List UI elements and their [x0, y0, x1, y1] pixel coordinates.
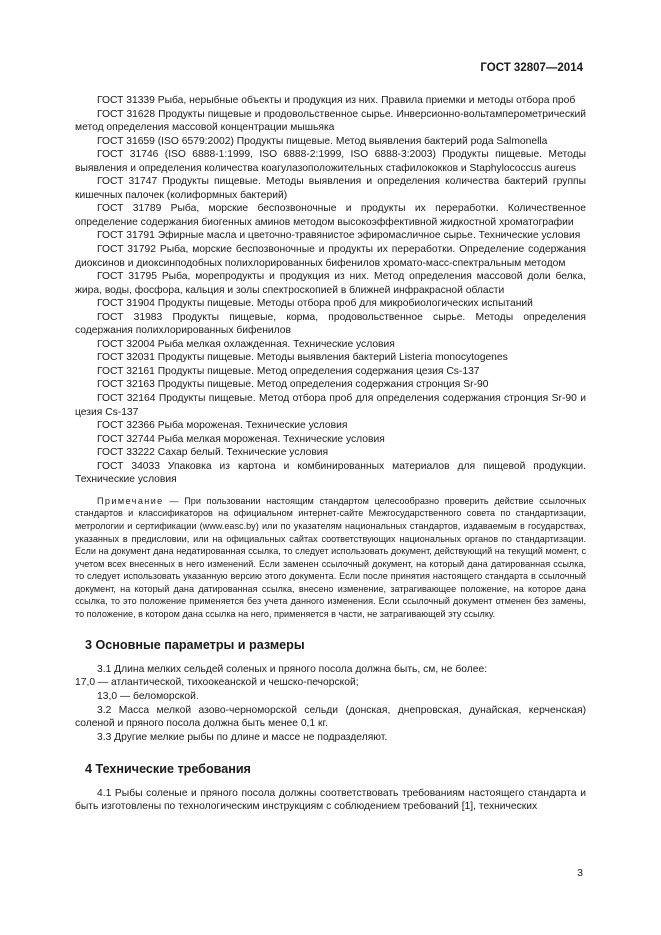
section-3-paragraph: 3.3 Другие мелкие рыбы по длине и массе не подразделяют. [97, 731, 388, 743]
reference-item: ГОСТ 32031 Продукты пищевые. Методы выявления бактерий Listeria monocytogenes [97, 352, 508, 364]
references-list [75, 94, 586, 487]
reference-item: ГОСТ 31792 Рыба, морские беспозвоночные и продукты их переработки. Определение содержания диоксинов и диоксинподобных полихлорированных бифенилов хромато-масс-спектральным методом [75, 244, 586, 269]
section-3-title: 3 Основные параметры и размеры [85, 638, 305, 653]
reference-item: ГОСТ 31339 Рыба, нерыбные объекты и продукция из них. Правила приемки и методы отбора проб [97, 95, 576, 106]
reference-item: ГОСТ 34033 Упаковка из картона и комбинированных материалов для пищевой продукции. Технические условия [75, 460, 586, 486]
document-id-header: ГОСТ 32807—2014 [480, 62, 583, 74]
page-content [75, 94, 586, 814]
note-block [75, 495, 586, 620]
section-3-paragraph: 3.2 Масса мелкой азово-черноморской сельди (донская, днепровская, дунайская, керченская) соленой и пряного посола должна быть менее 0,1 кг. [75, 704, 586, 730]
reference-item: ГОСТ 32161 Продукты пищевые. Метод определения содержания цезия Cs-137 [97, 365, 480, 377]
section-3-paragraph: 13,0 — беломорской. [97, 690, 199, 702]
section-4-title: 4 Технические требования [85, 762, 251, 777]
page-number: 3 [577, 867, 583, 879]
section-4-paragraph: 4.1 Рыбы соленые и пряного посола должны соответствовать требованиям настоящего стандарта и быть изготовлены по технологическим инструкциям с соблюдением требований [1], технических [75, 787, 586, 813]
reference-item: ГОСТ 32164 Продукты пищевые. Метод отбора проб для определения содержания стронция Sr-90 и цезия Cs-137 [75, 393, 586, 418]
note-label: Примечание [97, 495, 164, 506]
reference-item: ГОСТ 31795 Рыба, морепродукты и продукция из них. Метод определения массовой доли белка, жира, воды, фосфора, кальция и золы спектроскопией в ближней инфракрасной области [75, 271, 586, 296]
reference-item: ГОСТ 31659 (ISO 6579:2002) Продукты пищевые. Метод выявления бактерий рода Salmonella [97, 135, 548, 147]
reference-item: ГОСТ 32163 Продукты пищевые. Метод определения содержания стронция Sr-90 [97, 379, 489, 391]
reference-item: ГОСТ 31983 Продукты пищевые, корма, продовольственное сырье. Методы определения содержания полихлорированных бифенилов [75, 311, 586, 337]
reference-item: ГОСТ 31747 Продукты пищевые. Методы выявления и определения количества бактерий группы кишечных палочек (колиформных бактерий) [75, 176, 586, 201]
note-text: — При пользовании настоящим стандартом целесообразно проверить действие ссылочных стандартов и классификаторов на официальном интернет-сайте Межгосударственного совета по стандартизации, метрологии и сертификации (www.easc.by) или по указателям национальных стандартов, издаваемым в государствах, указанных в предисловии, или на официальных сайтах соответствующих национальных органов по стандартизации. Если на документ дана недатированная ссылка, то следует использовать документ, действующий на текущий момент, с учетом всех внесенных в него изменений. Если заменен ссылочный документ, на который дана датированная ссылка, то следует использовать указанную версию этого документа. Если после принятия настоящего стандарта в ссылочный документ, на который дана датированная ссылка, внесено изменение, затрагивающее положение, на которое дана ссылка, то это положение применяется без учета данного изменения. Если ссылочный документ отменен без замены, то положение, в котором дана ссылка на него, применяется в части, не затрагивающей эту ссылку. [75, 495, 586, 619]
reference-item: ГОСТ 33222 Сахар белый. Технические условия [97, 447, 329, 459]
reference-item: ГОСТ 31746 (ISO 6888-1:1999, ISO 6888-2:1999, ISO 6888-3:2003) Продукты пищевые. Методы выявления и определения количества коагулазоположительных стафилококков и Staphylococcus aureus [75, 149, 586, 174]
section-3-paragraph: 17,0 — атлантической, тихоокеанской и чешско-печорской; [75, 677, 359, 689]
reference-item: ГОСТ 32366 Рыба мороженая. Технические условия [97, 420, 348, 432]
reference-item: ГОСТ 31628 Продукты пищевые и продовольственное сырье. Инверсионно-вольтамперометрический метод определения массовой концентрации мышьяка [75, 108, 586, 134]
reference-item: ГОСТ 31789 Рыба, морские беспозвоночные и продукты их переработки. Количественное определение содержания биогенных аминов методом высокоэффективной жидкостной хроматографии [75, 203, 586, 228]
reference-item: ГОСТ 31904 Продукты пищевые. Методы отбора проб для микробиологических испытаний [97, 298, 533, 310]
section-3-paragraph: 3.1 Длина мелких сельдей соленых и пряного посола должна быть, см, не более: [97, 663, 488, 675]
reference-item: ГОСТ 32744 Рыба мелкая мороженая. Технические условия [97, 433, 385, 445]
reference-item: ГОСТ 32004 Рыба мелкая охлажденная. Технические условия [97, 338, 395, 350]
reference-item: ГОСТ 31791 Эфирные масла и цветочно-травянистое эфиромасличное сырье. Технические условия [97, 230, 581, 242]
